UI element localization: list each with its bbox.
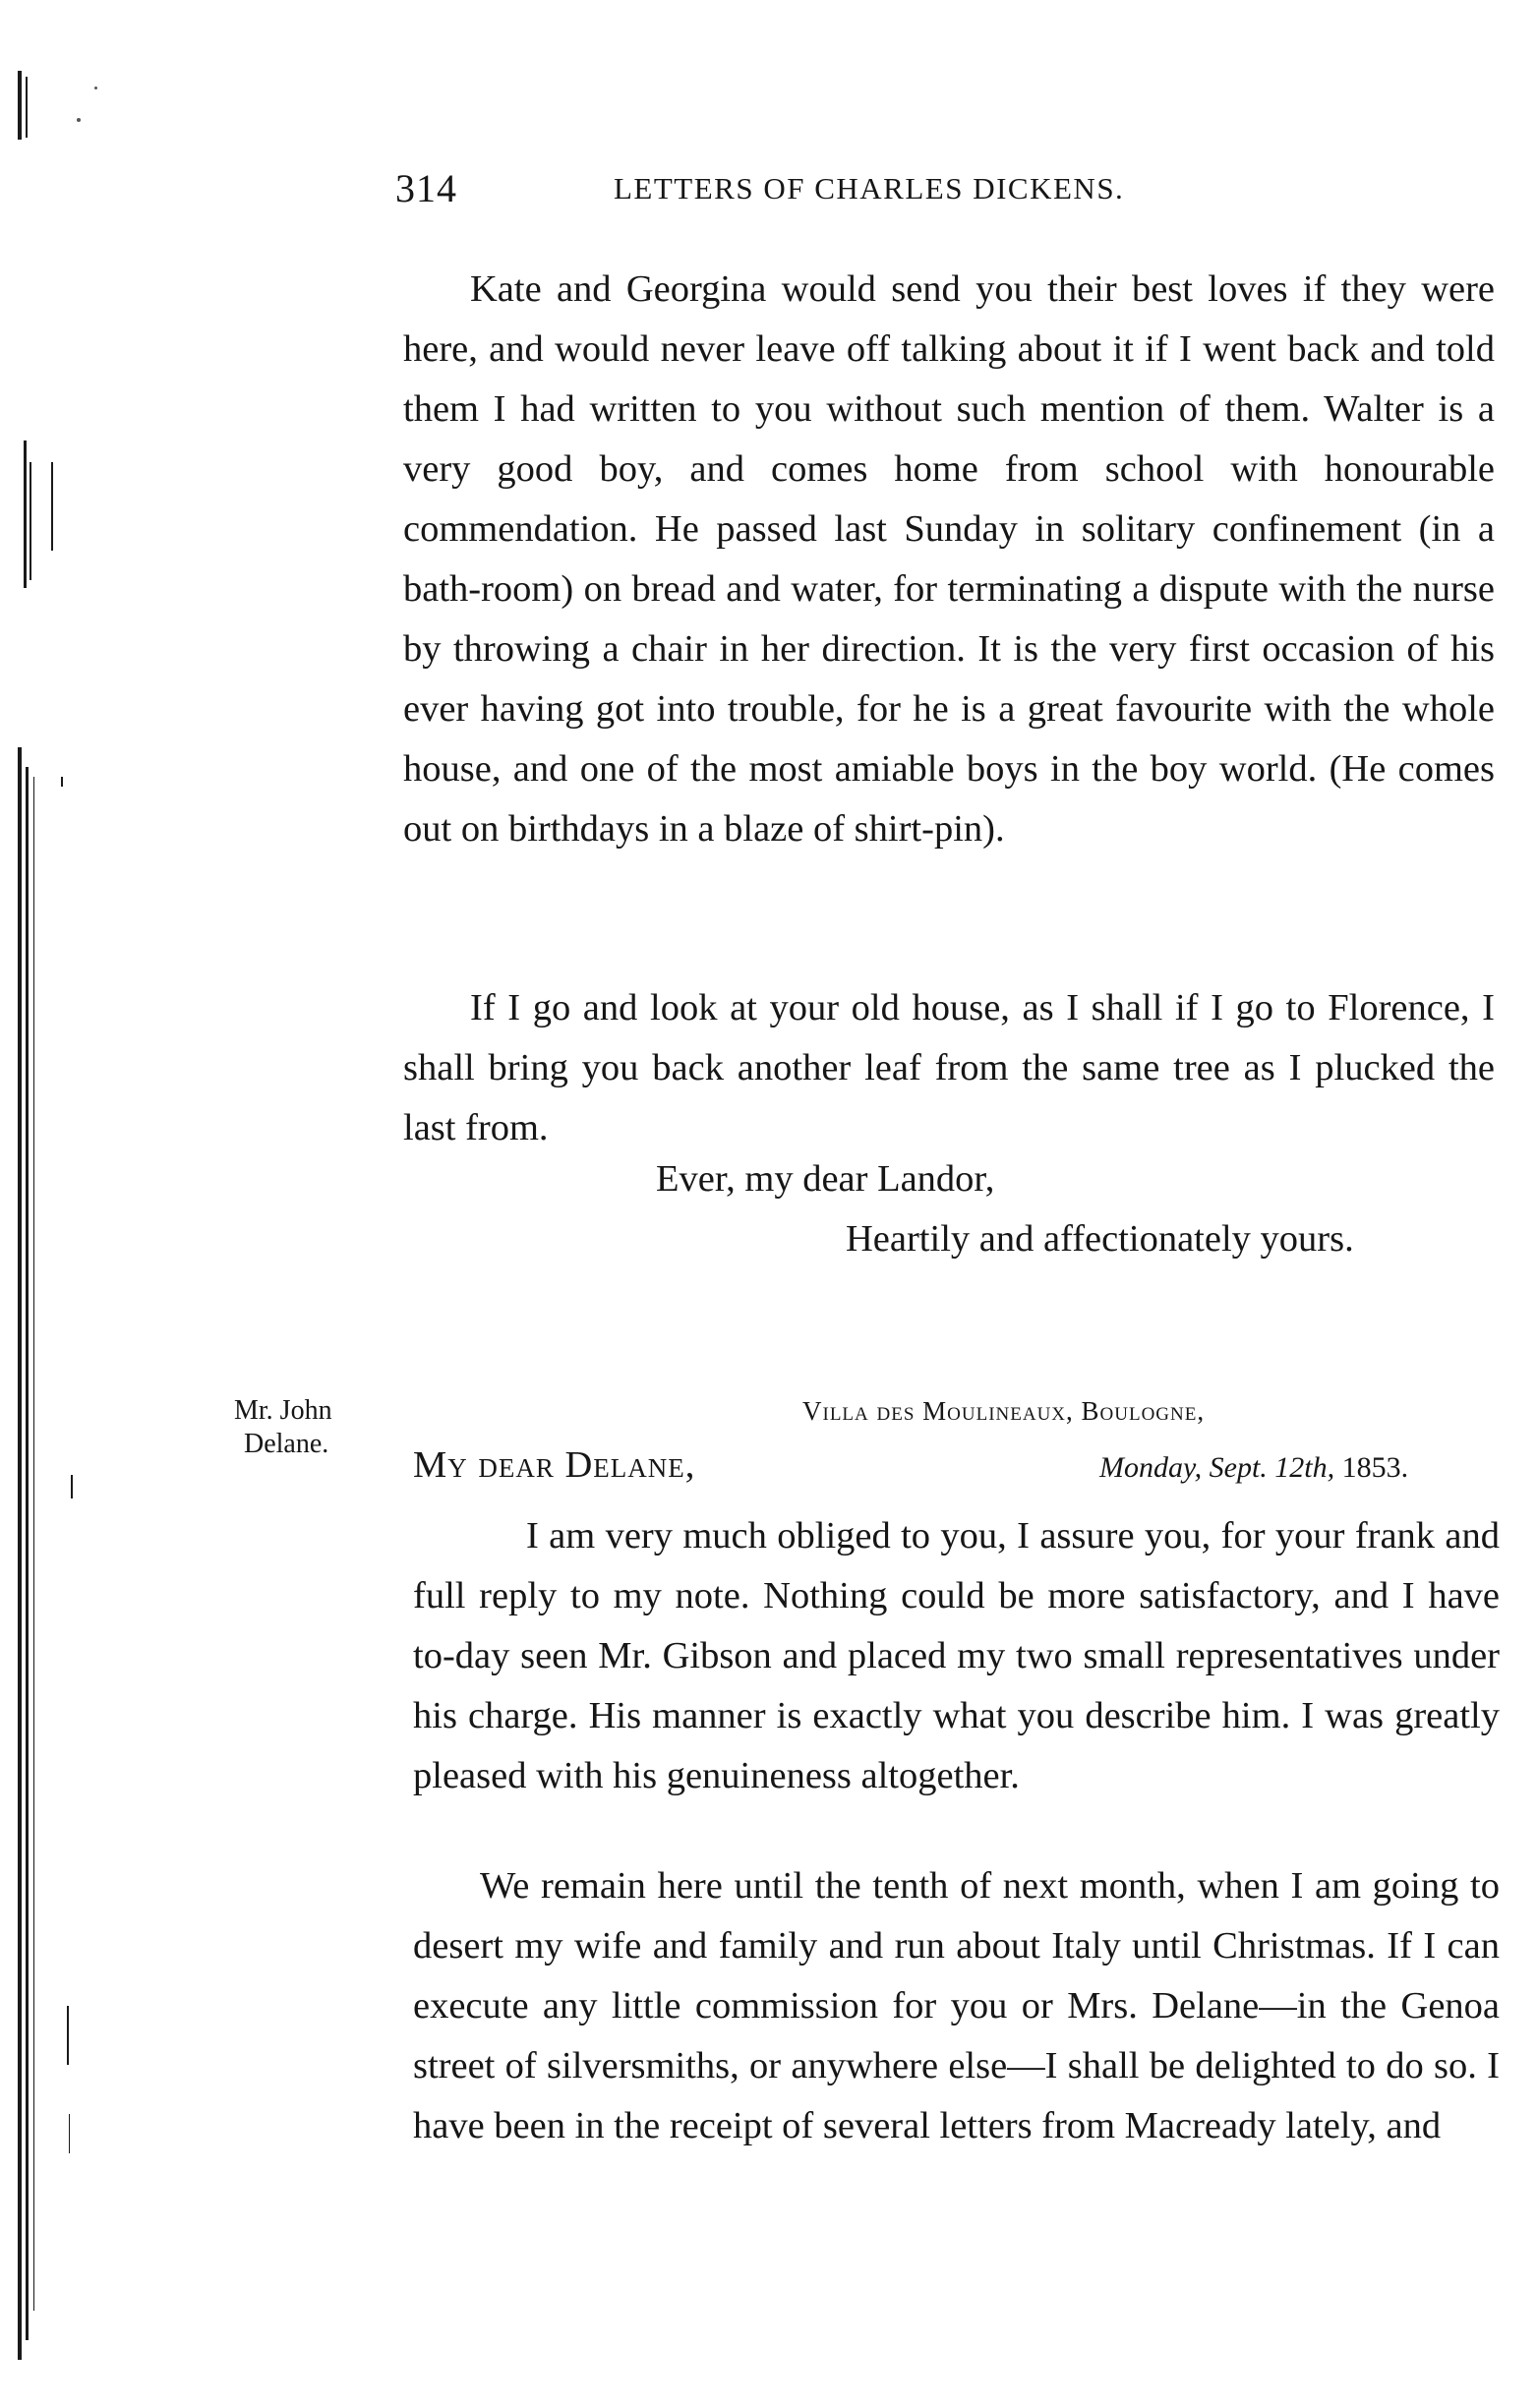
letter-salutation: My dear Delane,: [413, 1444, 696, 1486]
binding-gutter-marks: [0, 0, 118, 2408]
delane-letter-paragraph-1: I am very much obliged to you, I assure you, for your frank and full reply to my note. Nothing could be more satisfactory, and I have to-day seen Mr. Gibson and placed my two small representatives under his charge. His manner is exactly what you describe him. I was greatly pleased with his genuineness altogether.: [413, 1515, 1500, 1796]
margin-note-line-2: Delane.: [244, 1429, 329, 1459]
delane-letter-paragraph-2: We remain here until the tenth of next month, when I am going to desert my wife and family and run about Italy until Christmas. If I can execute any little commission for you or Mrs. Delane—in the Genoa street of silversmiths, or anywhere else—I shall be delighted to do so. I have been in the receipt of several letters from Macready lately, and: [413, 1865, 1500, 2146]
closing-signoff: Heartily and affectionately yours.: [846, 1218, 1354, 1260]
page-number: 314: [395, 166, 457, 210]
running-title: LETTERS OF CHARLES DICKENS.: [614, 171, 1125, 206]
closing-salutation: Ever, my dear Landor,: [656, 1158, 995, 1200]
letter-date-year: 1853.: [1334, 1451, 1409, 1484]
landor-letter-paragraph-1: Kate and Georgina would send you their best loves if they were here, and would never leave off talking about it if I went back and told them I had written to you without such mention of them. Walter is a very good boy, and comes home from school with honourable commendation. He passed last Sunday in solitary confinement (in a bath-room) on bread and water, for terminating a dispute with the nurse by throwing a chair in her direction. It is the very first occasion of his ever having got into trouble, for he is a great favourite with the whole house, and one of the most amiable boys in the boy world. (He comes out on birthdays in a blaze of shirt-pin).: [403, 268, 1495, 850]
letter-date-day: Monday, Sept. 12th,: [1099, 1451, 1335, 1484]
margin-note-line-1: Mr. John: [234, 1395, 332, 1426]
landor-letter-paragraph-2: If I go and look at your old house, as I shall if I go to Florence, I shall bring you back another leaf from the same tree as I plucked the last from.: [403, 987, 1495, 1148]
letter-date: [1099, 1451, 1408, 1485]
page-header: [395, 165, 1497, 214]
letter-address: Villa des Moulineaux, Boulogne,: [802, 1396, 1206, 1426]
margin-note-recipient: [234, 1394, 332, 1461]
